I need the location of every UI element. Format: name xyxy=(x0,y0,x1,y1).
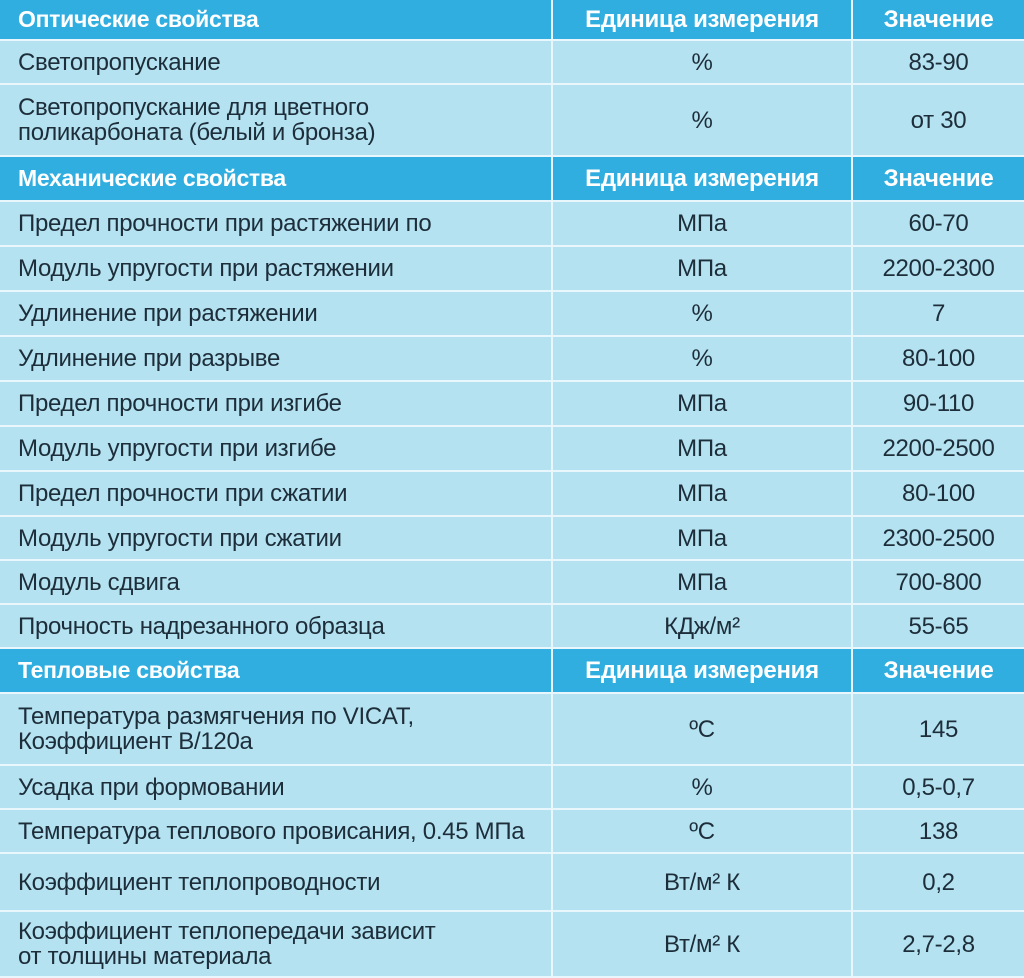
section-header-thermal xyxy=(0,648,1024,693)
table-row xyxy=(0,381,1024,426)
table-row xyxy=(0,471,1024,516)
property-name: Модуль упругости при растяжении xyxy=(0,246,552,291)
property-name: Предел прочности при растяжении по xyxy=(0,201,552,246)
property-unit: МПа xyxy=(552,471,852,516)
property-name: Удлинение при разрыве xyxy=(0,336,552,381)
property-unit: Вт/м² К xyxy=(552,911,852,977)
property-value: 2,7-2,8 xyxy=(852,911,1024,977)
section-header-mechanical xyxy=(0,156,1024,201)
value-column-header: Значение xyxy=(852,0,1024,40)
section-title: Механические свойства xyxy=(0,156,552,201)
property-unit: % xyxy=(552,291,852,336)
property-name: Предел прочности при изгибе xyxy=(0,381,552,426)
property-unit: ºС xyxy=(552,693,852,765)
table-row xyxy=(0,291,1024,336)
property-name: Светопропускание xyxy=(0,40,552,84)
table-row xyxy=(0,693,1024,765)
table-row xyxy=(0,911,1024,977)
property-unit: МПа xyxy=(552,426,852,471)
table-row xyxy=(0,201,1024,246)
table-row xyxy=(0,426,1024,471)
property-name: Коэффициент теплопроводности xyxy=(0,853,552,911)
property-unit: МПа xyxy=(552,246,852,291)
section-header-optical xyxy=(0,0,1024,40)
property-value: 80-100 xyxy=(852,336,1024,381)
property-value: 138 xyxy=(852,809,1024,853)
property-name: Модуль сдвига xyxy=(0,560,552,604)
property-name: Усадка при формовании xyxy=(0,765,552,809)
property-unit: МПа xyxy=(552,201,852,246)
value-column-header: Значение xyxy=(852,648,1024,693)
table-row xyxy=(0,765,1024,809)
property-name: Модуль упругости при изгибе xyxy=(0,426,552,471)
property-unit: Вт/м² К xyxy=(552,853,852,911)
property-name: Температура теплового провисания, 0.45 МПа xyxy=(0,809,552,853)
property-value: от 30 xyxy=(852,84,1024,156)
unit-column-header: Единица измерения xyxy=(552,156,852,201)
property-value: 2300-2500 xyxy=(852,516,1024,560)
property-value: 55-65 xyxy=(852,604,1024,648)
property-name: Предел прочности при сжатии xyxy=(0,471,552,516)
property-unit: МПа xyxy=(552,516,852,560)
table-row xyxy=(0,853,1024,911)
property-unit: % xyxy=(552,765,852,809)
unit-column-header: Единица измерения xyxy=(552,0,852,40)
property-value: 2200-2500 xyxy=(852,426,1024,471)
property-value: 0,5-0,7 xyxy=(852,765,1024,809)
table-row xyxy=(0,604,1024,648)
property-name: Температура размягчения по VICAT, Коэффициент B/120a xyxy=(0,693,552,765)
table-row xyxy=(0,84,1024,156)
property-name: Коэффициент теплопередачи зависит от толщины материала xyxy=(0,911,552,977)
section-title: Оптические свойства xyxy=(0,0,552,40)
property-unit: МПа xyxy=(552,381,852,426)
property-value: 60-70 xyxy=(852,201,1024,246)
table-row xyxy=(0,560,1024,604)
property-unit: МПа xyxy=(552,560,852,604)
table-row xyxy=(0,336,1024,381)
property-value: 0,2 xyxy=(852,853,1024,911)
table-row xyxy=(0,516,1024,560)
table-row xyxy=(0,246,1024,291)
property-unit: ºС xyxy=(552,809,852,853)
property-value: 145 xyxy=(852,693,1024,765)
value-column-header: Значение xyxy=(852,156,1024,201)
property-unit: % xyxy=(552,40,852,84)
property-value: 700-800 xyxy=(852,560,1024,604)
property-name: Удлинение при растяжении xyxy=(0,291,552,336)
property-unit: % xyxy=(552,336,852,381)
property-value: 80-100 xyxy=(852,471,1024,516)
section-title: Тепловые свойства xyxy=(0,648,552,693)
property-unit: % xyxy=(552,84,852,156)
table-row xyxy=(0,809,1024,853)
unit-column-header: Единица измерения xyxy=(552,648,852,693)
property-value: 90-110 xyxy=(852,381,1024,426)
property-name: Светопропускание для цветного поликарбоната (белый и бронза) xyxy=(0,84,552,156)
property-value: 7 xyxy=(852,291,1024,336)
property-value: 83-90 xyxy=(852,40,1024,84)
property-name: Модуль упругости при сжатии xyxy=(0,516,552,560)
table-row xyxy=(0,40,1024,84)
property-value: 2200-2300 xyxy=(852,246,1024,291)
property-name: Прочность надрезанного образца xyxy=(0,604,552,648)
property-unit: КДж/м² xyxy=(552,604,852,648)
